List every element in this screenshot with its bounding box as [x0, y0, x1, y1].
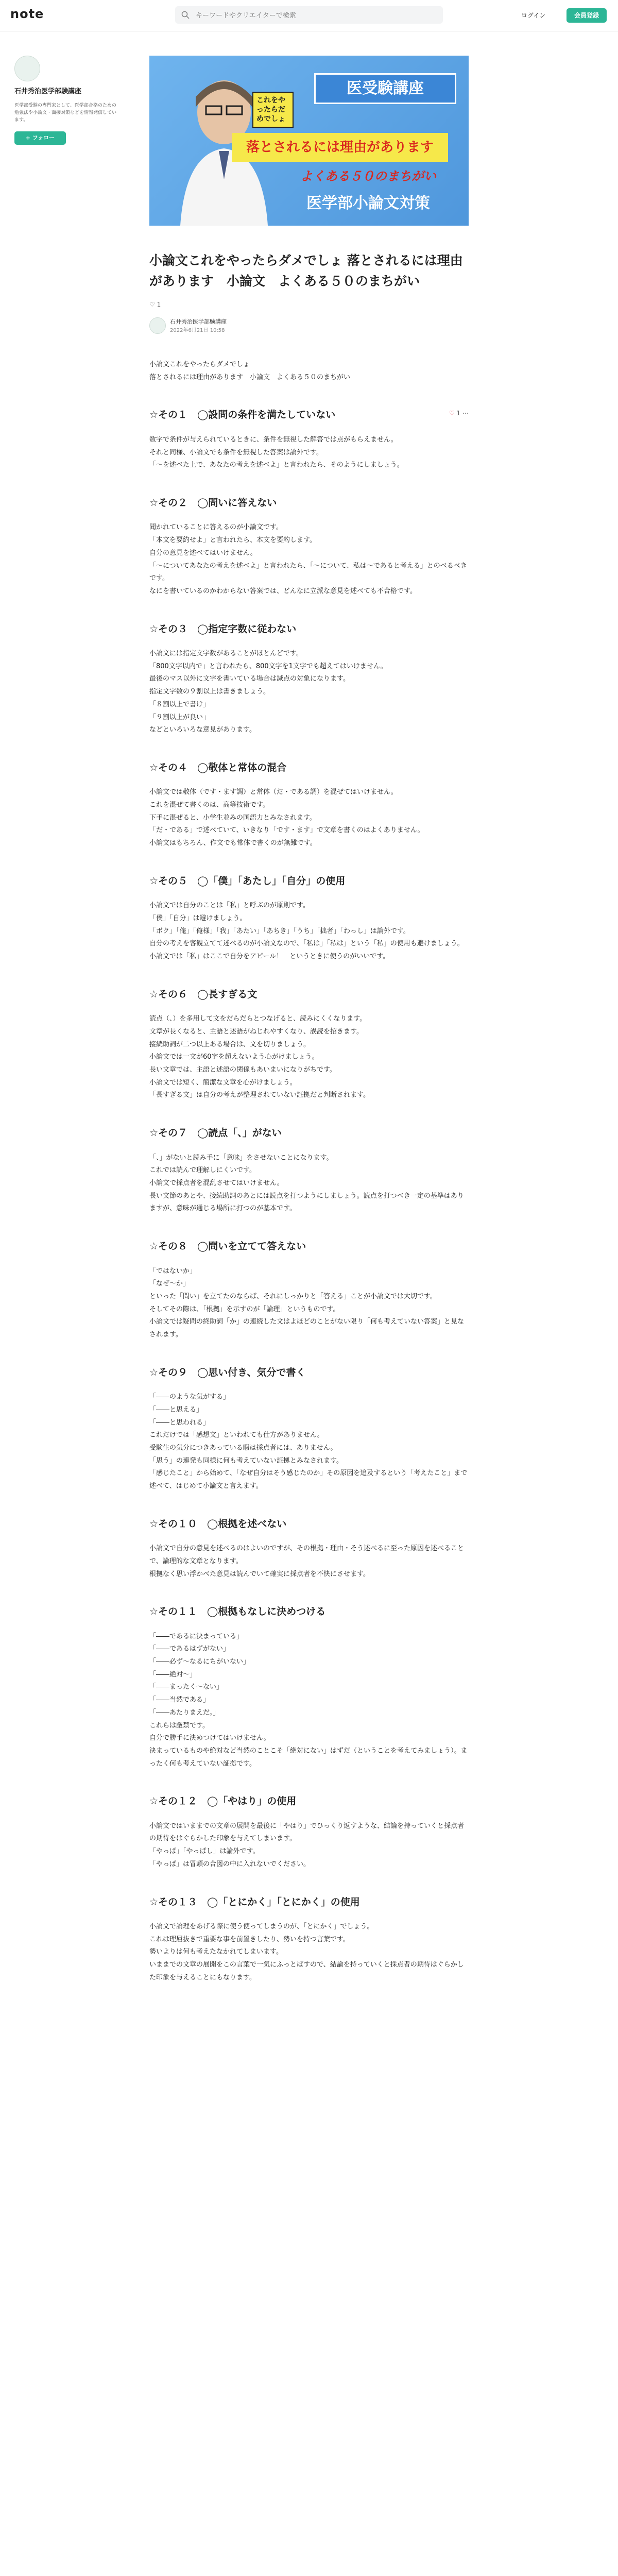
paragraph: 小論文では疑問の終助詞「か」の連続した文はよほどのことがない限り「何も考えていない答案」と見なされます。	[149, 1318, 465, 1338]
article-section	[149, 1794, 469, 1871]
paragraph: 小論文では自分のことは「私」と呼ぶのが原則です。	[149, 902, 310, 910]
article-sections	[149, 408, 469, 1984]
paragraph: 「800文字以内で」と言われたら、800文字を1文字でも超えてはいけません。	[149, 662, 387, 670]
section-heading-text: ☆その１１ ◯根拠もなしに決めつける	[149, 1606, 326, 1618]
paragraph: 「８割以上で書け」	[149, 700, 210, 708]
paragraph: 「、」がないと読み手に「意味」をさせないことになります。	[149, 1154, 333, 1162]
paragraph: 小論文には指定文字数があることがほとんどです。	[149, 650, 303, 658]
article-section	[149, 1126, 469, 1215]
paragraph: 小論文で論理をあげる際に使う使ってしまうのが、「とにかく」でしょう。	[149, 1923, 374, 1930]
paragraph: といった「問い」を立てたのならば、それにしっかりと「答える」ことが小論文では大切です。	[149, 1292, 437, 1300]
hero-badge: 医受験講座	[314, 73, 456, 104]
paragraph: などといろいろな意見があります。	[149, 726, 256, 734]
heart-icon[interactable]: ♡	[449, 410, 457, 417]
hero-caption-2: 落とされるには理由があります	[232, 133, 448, 162]
creator-name[interactable]: 石井秀治医学部験講座	[14, 88, 82, 95]
hero-caption-1: これをやったらだめでしょ	[252, 92, 294, 128]
paragraph: 小論文では「私」はここで自分をアピール！ というときに使うのがいいです。	[149, 953, 390, 961]
paragraph: 数字で条件が与えられているときに、条件を無視した解答では点がもらえません。	[149, 435, 398, 444]
signup-button[interactable]: 会員登録	[566, 8, 607, 23]
section-heading-text: ☆その８ ◯問いを立てて答えない	[149, 1241, 306, 1252]
paragraph: 「やっぱ」は冒頭の合図の中に入れないでください。	[149, 1860, 311, 1868]
section-heading-text: ☆その１３ ◯「とにかく」「とにかく」の使用	[149, 1896, 360, 1908]
avatar[interactable]	[14, 56, 40, 81]
paragraph: 小論文ではいままでの文章の展開を最後に「やはり」でひっくり返すような、結論を持っていくと採点者の期待をはぐらかした印象を与えてしまいます。	[149, 1822, 465, 1843]
article-section	[149, 1517, 469, 1581]
paragraph: 「やっぱ」「やっぱし」は論外です。	[149, 1848, 260, 1856]
article-section	[149, 496, 469, 598]
paragraph: 小論文では一文が60字を超えないよう心がけましょう。	[149, 1053, 319, 1061]
hero-caption-3: よくある５０のまちがい	[300, 168, 436, 183]
paragraph: 最後のマス以外に文字を書いている場合は減点の対象になります。	[149, 675, 350, 683]
article-section	[149, 760, 469, 850]
paragraph: 「思う」の連発も同様に何も考えていない証拠とみなされます。	[149, 1456, 343, 1465]
article-section	[149, 1239, 469, 1342]
paragraph: 「なぜ〜か」	[149, 1280, 190, 1288]
like-row	[149, 301, 469, 311]
paragraph: 長い文章では、主語と述語の関係もあいまいになりがちです。	[149, 1066, 336, 1074]
paragraph: 「長すぎる文」は自分の考えが整理されていない証拠だと判断されます。	[149, 1091, 370, 1099]
more-icon[interactable]: ⋯	[460, 410, 469, 417]
article-section	[149, 874, 469, 963]
hero-image	[149, 56, 469, 226]
section-heading-text: ☆その４ ◯敬体と常体の混合	[149, 761, 287, 773]
author-avatar[interactable]	[149, 317, 166, 334]
section-heading-text: ☆その１ ◯設問の条件を満たしていない	[149, 409, 336, 421]
article-section	[149, 1365, 469, 1493]
paragraph: これらは厳禁です。	[149, 1721, 209, 1730]
paragraph: 「だ・である」で述べていて、いきなり「です・ます」で文章を書くのはよくありません。	[149, 826, 424, 835]
note-logo[interactable]: note	[10, 7, 44, 21]
paragraph: 「――絶対〜」	[149, 1670, 197, 1679]
hero-caption-4: 医学部小論文対策	[306, 194, 430, 212]
section-heading	[149, 874, 469, 889]
section-heading	[149, 1794, 469, 1809]
paragraph: 自分で勝手に決めつけてはいけません。	[149, 1734, 270, 1742]
follow-button[interactable]: + フォロー	[14, 131, 66, 145]
article-section	[149, 622, 469, 737]
heart-icon[interactable]: ♡	[149, 301, 155, 308]
paragraph: いままでの文章の展開をこの言葉で一気にふっとばすので、結論を持っていくと採点者の期待はぐらかした印象を与えることにもなります。	[149, 1961, 464, 1981]
section-heading-text: ☆その１０ ◯根拠を述べない	[149, 1518, 287, 1530]
float-like-count: 1	[456, 410, 461, 417]
paragraph: 「僕」「自分」は避けましょう。	[149, 914, 247, 922]
article-section	[149, 987, 469, 1102]
author-name[interactable]: 石井秀治医学部験講座	[170, 318, 227, 325]
section-heading-text: ☆その３ ◯指定字数に従わない	[149, 623, 297, 635]
paragraph: 長い文節のあとや、接続助詞のあとには読点を打つようにしましょう。読点を打つべき一定の基準はありますが、意味が通じる場所に打つのが基本です。	[149, 1192, 464, 1213]
section-heading	[149, 760, 469, 775]
section-heading-text: ☆その６ ◯長すぎる文	[149, 988, 258, 1000]
section-heading	[149, 408, 469, 422]
paragraph: それと同様、小論文でも条件を無視した答案は論外です。	[149, 448, 323, 456]
paragraph: 接続助詞が二つ以上ある場合は、文を切りましょう。	[149, 1040, 311, 1048]
paragraph: これでは読んで理解しにくいです。	[149, 1166, 256, 1175]
section-heading-text: ☆その５ ◯「僕」「あたし」「自分」の使用	[149, 875, 346, 887]
section-heading	[149, 1126, 469, 1141]
section-heading	[149, 1239, 469, 1254]
post-date: 2022年6月21日 10:58	[170, 328, 225, 333]
paragraph: 小論文で自分の意見を述べるのはよいのですが、その根拠・理由・そう述べるに至った原因を述べることで、論理的な文章となります。	[149, 1545, 465, 1565]
paragraph: 「――であるに決まっている」	[149, 1632, 244, 1640]
paragraph: 「――あたりまえだ。」	[149, 1708, 220, 1717]
paragraph: そしてその際は、「根拠」を示すのが「論理」というものです。	[149, 1305, 340, 1313]
paragraph: 根拠なく思い浮かべた意見は読んでいて確実に採点者を不快にさせます。	[149, 1570, 370, 1578]
section-heading	[149, 622, 469, 637]
paragraph: 「――まったく〜ない」	[149, 1683, 224, 1691]
paragraph: 受験生の気分につきあっている暇は採点者には、ありません。	[149, 1444, 337, 1452]
paragraph: 勢いよりは何も考えたなかれてしまいます。	[149, 1948, 283, 1956]
paragraph: これだけでは「感想文」といわれても仕方がありません。	[149, 1431, 324, 1439]
paragraph: 下手に混ぜると、小学生並みの国語力とみなされます。	[149, 814, 316, 822]
intro-line: 小論文これをやったらダメでしょ	[149, 361, 250, 368]
paragraph: 聞かれていることに答えるのが小論文です。	[149, 523, 283, 532]
paragraph: 「――のような気がする」	[149, 1393, 230, 1401]
paragraph: 「感じたこと」から始めて、「なぜ自分はそう感じたのか」その原因を追及するという「考えたこと」まで述べて、はじめて小論文と言えます。	[149, 1469, 468, 1490]
paragraph: これを混ぜて書くのは、高等技術です。	[149, 801, 269, 809]
paragraph: なにを書いているのかわからない答案では、どんなに立派な意見を述べても不合格です。	[149, 587, 417, 595]
paragraph: 「ボク」「俺」「俺様」「我」「あたい」「あちき」「うち」「拙者」「わっし」は論外です。	[149, 927, 410, 935]
paragraph: 小論文はもちろん、作文でも常体で書くのが無難です。	[149, 839, 317, 848]
section-heading	[149, 1365, 469, 1380]
intro-line: 落とされるには理由があります 小論文 よくある５０のまちがい	[149, 373, 351, 381]
paragraph: 自分の考えを客観立てて述べるのが小論文なので、「私は」「私は」という「私」の使用も避けましょう。	[149, 940, 464, 948]
section-heading	[149, 987, 469, 1002]
paragraph: 読点（、）を多用して文をだらだらとつなげると、読みにくくなります。	[149, 1015, 367, 1023]
paragraph: 「――当然である」	[149, 1696, 210, 1704]
paragraph: 「――と思える」	[149, 1405, 203, 1414]
article-section	[149, 408, 469, 472]
paragraph: 「――であるはずがない」	[149, 1645, 230, 1653]
search-icon	[181, 11, 190, 19]
creator-description: 医学部受験の専門家として、医学部合格のための勉強法や小論文・面接対策などを情報発信しています。	[14, 103, 117, 123]
article-body	[149, 250, 469, 1984]
search-box[interactable]	[175, 6, 443, 24]
article-section	[149, 1895, 469, 1985]
paragraph: 文章が長くなると、主語と述語がねじれやすくなり、誤読を招きます。	[149, 1027, 363, 1036]
section-heading-text: ☆その７ ◯読点「、」がない	[149, 1127, 282, 1139]
paragraph: 自分の意見を述べてはいけません。	[149, 549, 257, 557]
paragraph: 「――と思われる」	[149, 1418, 210, 1427]
paragraph: 小論文で採点者を混乱させてはいけません。	[149, 1179, 284, 1187]
floating-like-bar	[449, 409, 469, 418]
paragraph: 指定文字数の９割以上は書きましょう。	[149, 688, 270, 696]
author-row	[149, 316, 469, 335]
section-heading	[149, 1895, 469, 1910]
paragraph: 「〜についてあなたの考えを述べよ」と言われたら、「〜について、私は〜であると考える」とのべるべきです。	[149, 562, 467, 583]
top-header	[0, 0, 618, 31]
section-heading	[149, 1604, 469, 1619]
article-title: 小論文これをやったらダメでしょ 落とされるには理由があります 小論文 よくある５０のまちがい	[149, 253, 463, 289]
creator-sidebar	[14, 56, 117, 145]
section-heading	[149, 1517, 469, 1532]
paragraph: 「ではないか」	[149, 1267, 197, 1275]
paragraph: これは理屈抜きで重要な事を前置きしたり、勢いを持つ言葉です。	[149, 1935, 350, 1943]
section-heading	[149, 496, 469, 511]
search-input[interactable]	[195, 6, 434, 25]
paragraph: 「――必ず〜なるにちがいない」	[149, 1658, 250, 1666]
section-heading-text: ☆その９ ◯思い付き、気分で書く	[149, 1366, 306, 1378]
paragraph: 「９割以上が良い」	[149, 713, 210, 721]
paragraph: 小論文では短く、簡潔な文章を心がけましょう。	[149, 1078, 297, 1087]
paragraph: 小論文では敬体（です・ます調）と常体（だ・である調）を混ぜてはいけません。	[149, 788, 398, 796]
article-intro	[149, 359, 469, 384]
login-link[interactable]: ログイン	[521, 12, 546, 19]
like-count: 1	[157, 301, 161, 308]
paragraph: 「〜を述べた上で、あなたの考えを述べよ」と言われたら、そのようにしましょう。	[149, 461, 404, 469]
paragraph: 決まっているものや絶対など当然のことこそ「絶対にない」はずだ（ということを考えてみましょう）。まったく何も考えていない証拠です。	[149, 1747, 468, 1768]
paragraph: 「本文を要約せよ」と言われたら、本文を要約します。	[149, 536, 316, 545]
section-heading-text: ☆その２ ◯問いに答えない	[149, 497, 277, 509]
article-section	[149, 1604, 469, 1770]
section-heading-text: ☆その１２ ◯「やはり」の使用	[149, 1795, 297, 1807]
